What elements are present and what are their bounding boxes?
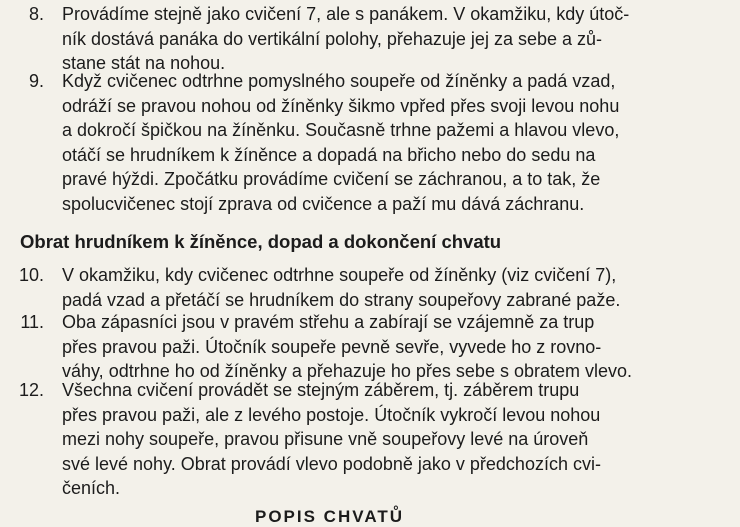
item-text xyxy=(62,2,716,76)
text-line: V okamžiku, kdy cvičenec odtrhne soupeře od žíněnky (viz cvičení 7), xyxy=(62,265,617,285)
text-line: Oba zápasníci jsou v pravém střehu a zabírají se vzájemně za trup xyxy=(62,312,595,332)
text-line: spolucvičenec stojí zprava od cvičence a paží mu dává záchranu. xyxy=(62,193,585,214)
item-number: 10. xyxy=(18,265,44,285)
item-text xyxy=(62,263,716,312)
text-line: Když cvičenec odtrhne pomyslného soupeře od žíněnky a padá vzad, xyxy=(62,71,616,91)
item-number: 11. xyxy=(20,312,44,332)
item-text xyxy=(62,69,716,216)
text-line: přes pravou paži. Útočník soupeře pevně sevře, vyvede ho z rovno- xyxy=(62,336,602,357)
text-line: Provádíme stejně jako cvičení 7, ale s panákem. V okamžiku, kdy útoč- xyxy=(62,4,630,24)
text-line: ník dostává panáka do vertikální polohy, přehazuje jej za sebe a zů- xyxy=(62,28,602,49)
text-line: Všechna cvičení provádět se stejným záběrem, tj. záběrem trupu xyxy=(62,380,580,400)
text-line: odráží se pravou nohou od žíněnky šikmo vpřed přes svoji levou nohu xyxy=(62,95,620,116)
text-line: čeních. xyxy=(62,478,121,498)
text-line: otáčí se hrudníkem k žíněnce a dopadá na břicho nebo do sedu na xyxy=(62,144,596,165)
item-number: 8. xyxy=(28,4,44,24)
item-number: 9. xyxy=(28,71,44,91)
text-line: a dokročí špičkou na žíněnku. Současně trhne pažemi a hlavou vlevo, xyxy=(62,120,620,140)
item-number: 12. xyxy=(18,380,44,400)
text-line: padá vzad a přetáčí se hrudníkem do strany soupeřovy zabrané paže. xyxy=(62,289,621,310)
text-line: mezi nohy soupeře, pravou přisune vně soupeřovy levé na úroveň xyxy=(62,429,589,449)
text-line: své levé nohy. Obrat provádí vlevo podobně jako v předchozích cvi- xyxy=(62,453,601,474)
text-line: váhy, odtrhne ho od žíněnky a přehazuje ho přes sebe s obratem vlevo. xyxy=(62,361,633,381)
chapter-heading: POPIS CHVATŮ xyxy=(255,507,404,526)
item-text xyxy=(62,378,716,501)
text-line: pravé hýždi. Zpočátku provádíme cvičení se záchranou, a to tak, že xyxy=(62,169,601,189)
text-line: stane stát na nohou. xyxy=(62,53,226,73)
text-line: přes pravou paži, ale z levého postoje. Útočník vykročí levou nohou xyxy=(62,404,601,425)
item-text xyxy=(62,310,716,384)
section-heading: Obrat hrudníkem k žíněnce, dopad a dokončení chvatu xyxy=(20,231,502,252)
